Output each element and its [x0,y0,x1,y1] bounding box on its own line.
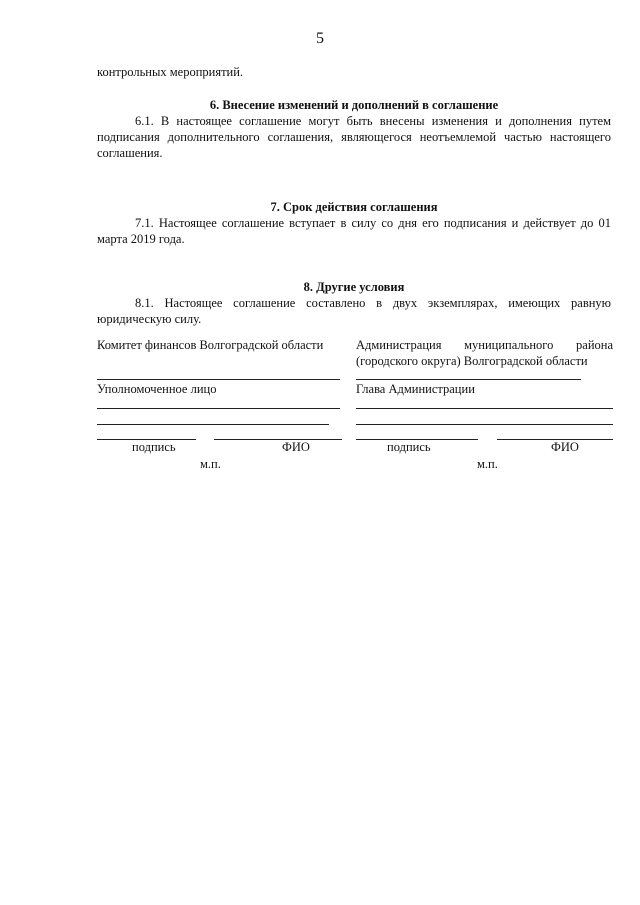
right-party-line [356,379,581,380]
right-role-line [356,408,613,409]
section-6-paragraph: 6.1. В настоящее соглашение могут быть внесены изменения и дополнения путем подписания дополнительного соглашения, являющегося неотъемлемой частью настоящего соглашения. [97,114,611,160]
left-signature-caption: подпись [132,440,176,454]
left-name-line[interactable] [214,439,342,440]
section-8-heading: 8. Другие условия [303,280,405,294]
left-extra-line [97,424,329,425]
right-role: Глава Администрации [356,382,475,396]
left-role-line [97,408,340,409]
left-seal-mark: м.п. [200,457,221,471]
left-party-line [97,379,340,380]
section-8-paragraph: 8.1. Настоящее соглашение составлено в двух экземплярах, имеющих равную юридическую силу. [97,296,611,326]
right-seal-mark: м.п. [477,457,498,471]
page-number: 5 [316,30,324,47]
continuation-text: контрольных мероприятий. [97,65,244,79]
right-name-caption: ФИО [551,440,579,454]
right-signature-caption: подпись [387,440,431,454]
section-6-heading: 6. Внесение изменений и дополнений в соглашение [209,98,499,112]
left-party-name: Комитет финансов Волгоградской области [97,338,324,352]
left-name-caption: ФИО [282,440,310,454]
section-7-paragraph: 7.1. Настоящее соглашение вступает в силу со дня его подписания и действует до 01 марта 2019 года. [97,216,611,246]
right-extra-line [356,424,613,425]
left-role: Уполномоченное лицо [97,382,217,396]
right-party-name: Администрация муниципального района (городского округа) Волгоградской области [356,338,613,368]
section-7-heading: 7. Срок действия соглашения [270,200,438,214]
